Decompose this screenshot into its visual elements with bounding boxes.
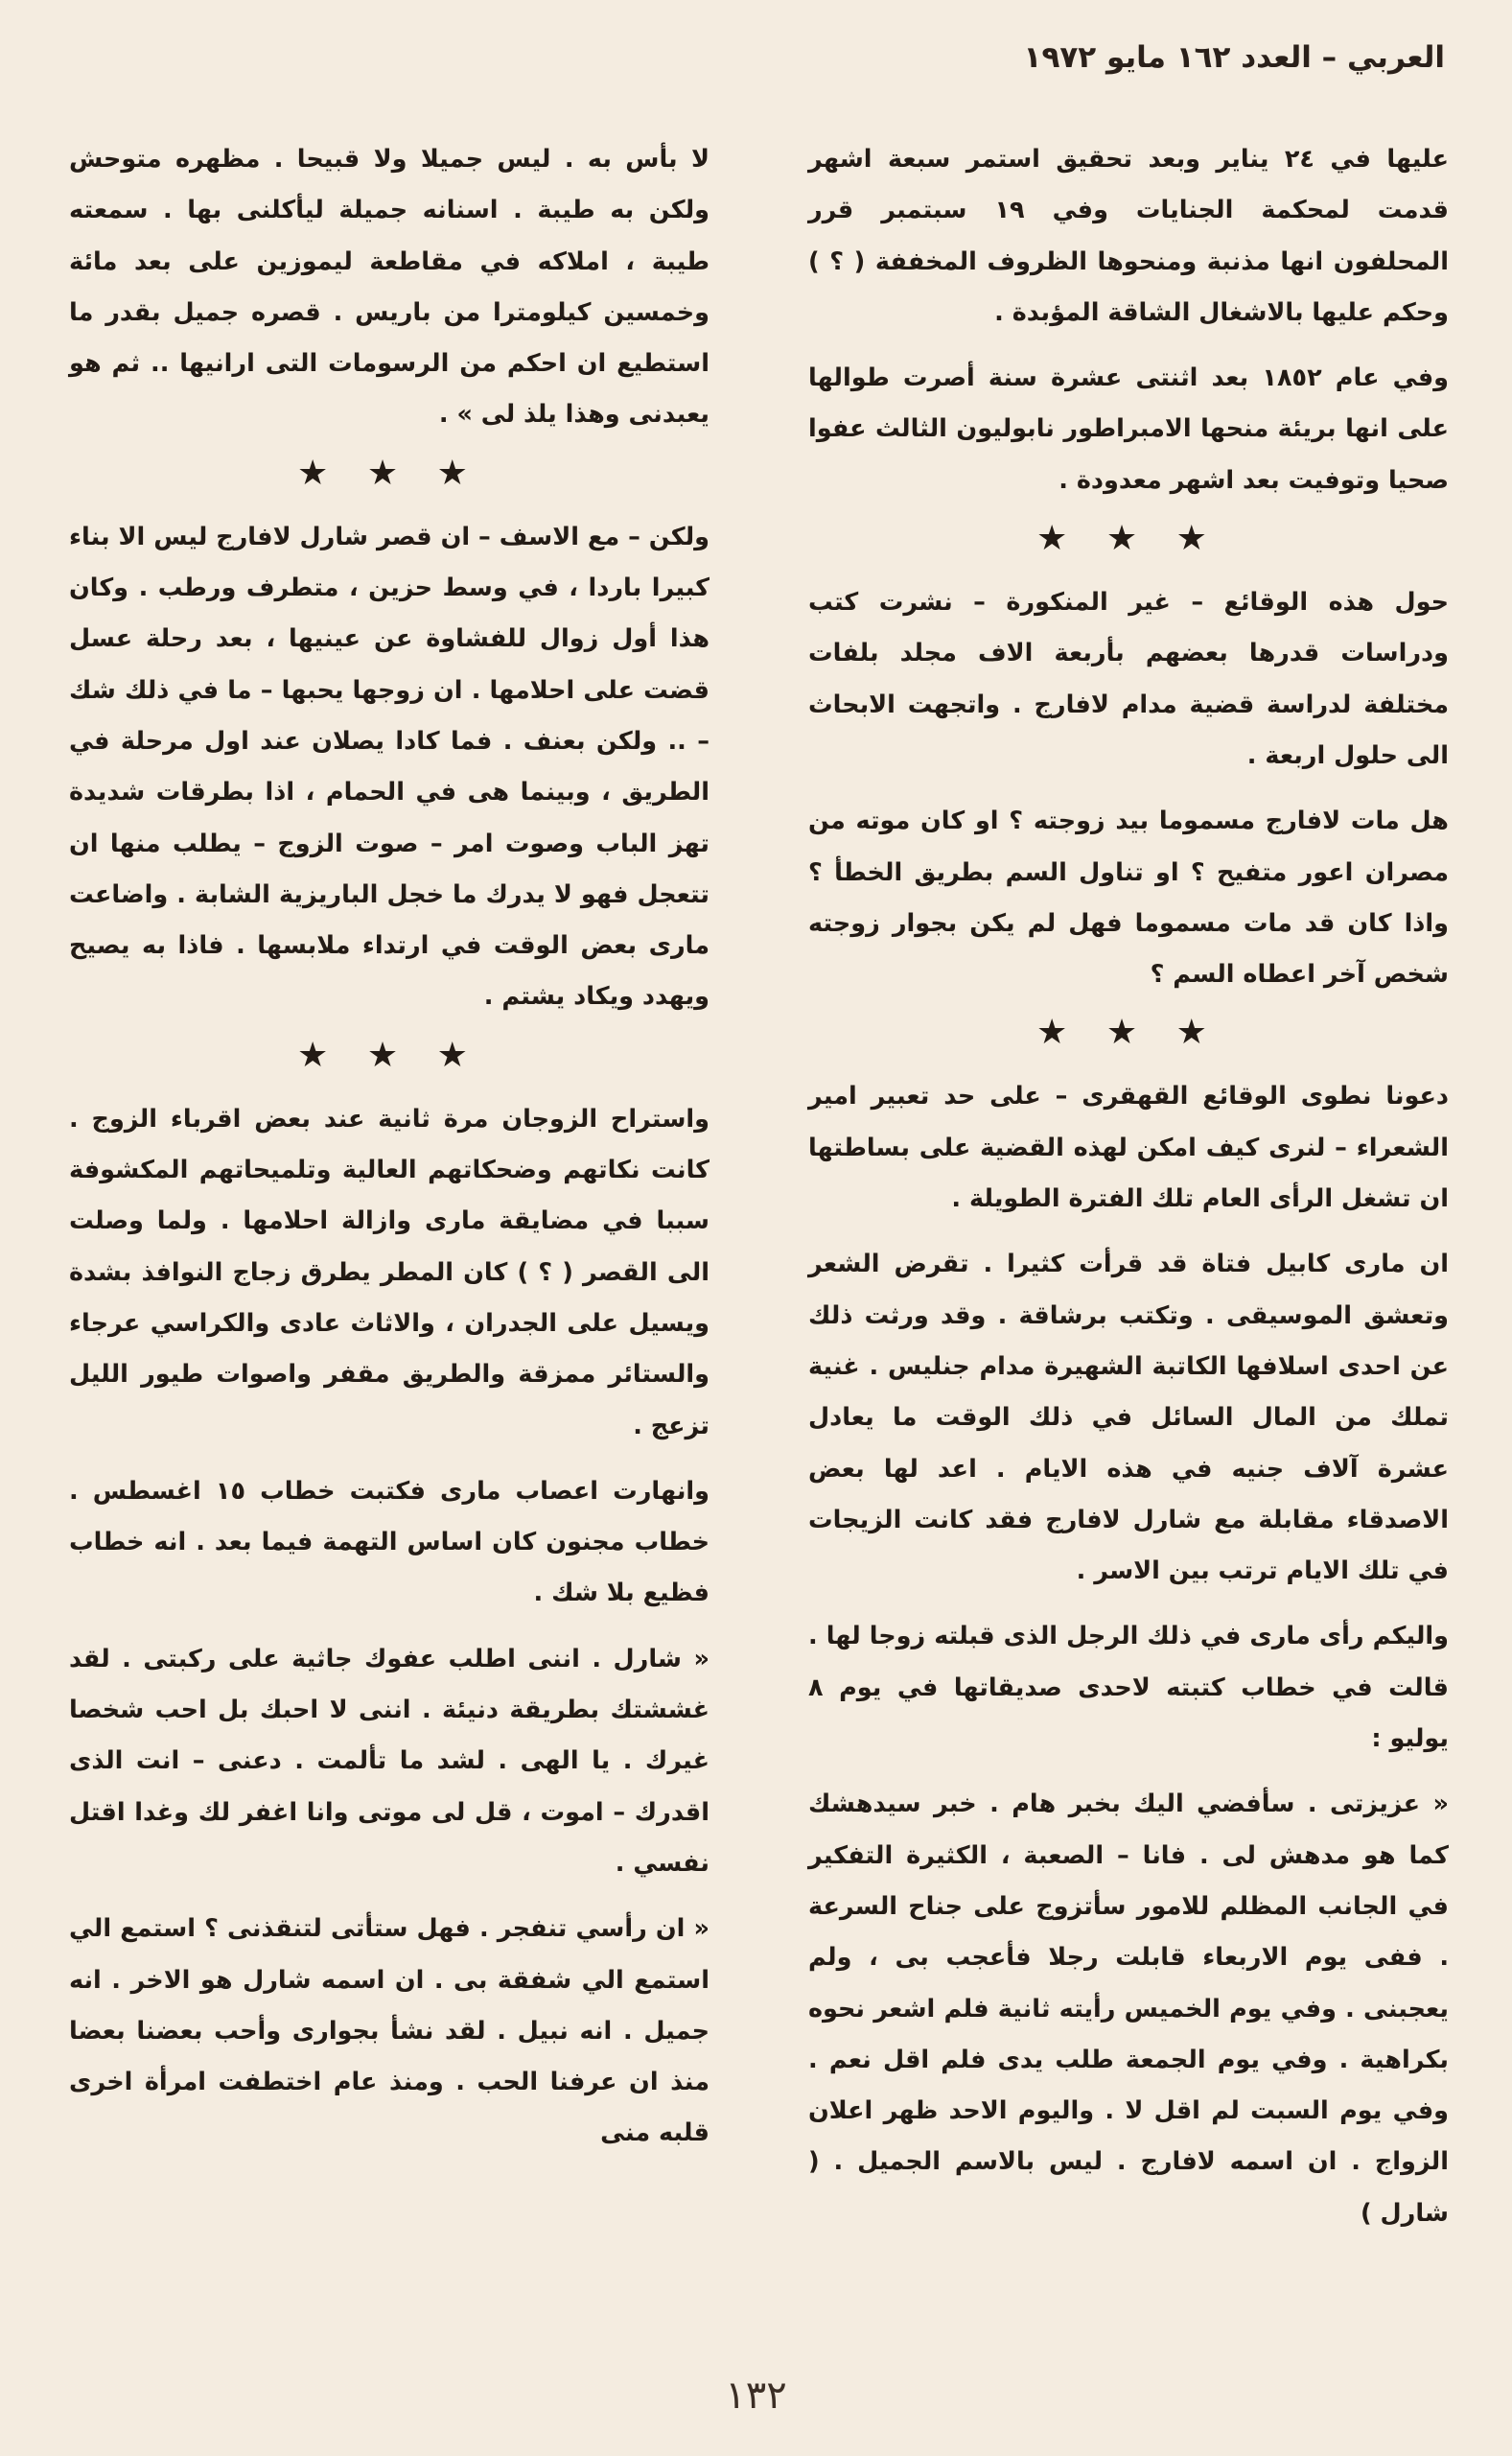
paragraph: عليها في ٢٤ يناير وبعد تحقيق استمر سبعة اشهر قدمت لمحكمة الجنايات وفي ١٩ سبتمبر قرر المحلفون انها مذنبة ومنحوها الظروف المخففة ( ؟ ) وحكم عليها بالاشغال الشاقة المؤبدة . xyxy=(808,145,1449,327)
paragraph: ولكن – مع الاسف – ان قصر شارل لافارج ليس الا بناء كبيرا باردا ، في وسط حزين ، متطرف ورطب . وكان هذا أول زوال للفشاوة عن عينيها ، بعد رحلة عسل قضت على احلامها . ان زوجها يحبها – ما في ذلك شك – .. ولكن بعنف . فما كادا يصلان عند اول مرحلة في الطريق ، وبينما هى في الحمام ، اذا بطرقات شديدة تهز الباب وصوت امر – صوت الزوج – يطلب منها ان تتعجل فهو لا يدرك ما خجل الباريزية الشابة . واضاعت مارى بعض الوقت في ارتداء ملابسها . فاذا به يصيح ويهدد ويكاد يشتم . xyxy=(69,522,709,1012)
paragraph: دعونا نطوى الوقائع القهقرى – على حد تعبير امير الشعراء – لنرى كيف امكن لهذه القضية على بساطتها ان تشغل الرأى العام تلك الفترة الطويلة . xyxy=(808,1082,1449,1214)
paragraph: حول هذه الوقائع – غير المنكورة – نشرت كتب ودراسات قدرها بعضهم بأربعة الاف مجلد بلفات مختلفة لدراسة قضية مدام لافارج . واتجهت الابحاث الى حلول اربعة . xyxy=(808,588,1449,770)
paragraph: وانهارت اعصاب مارى فكتبت خطاب ١٥ اغسطس . خطاب مجنون كان اساس التهمة فيما بعد . انه خطاب فظيع بلا شك . xyxy=(69,1476,709,1608)
page-number: ١٣٢ xyxy=(725,2374,787,2418)
paragraph: وفي عام ١٨٥٢ بعد اثنتى عشرة سنة أصرت طوالها على انها بريئة منحها الامبراطور نابوليون الثالث عفوا صحيا وتوفيت بعد اشهر معدودة . xyxy=(808,363,1449,495)
paragraph: ان مارى كابيل فتاة قد قرأت كثيرا . تقرض الشعر وتعشق الموسيقى . وتكتب برشاقة . وقد ورثت ذلك عن احدى اسلافها الكاتبة الشهيرة مدام جنليس . غنية تملك من المال السائل في ذلك الوقت ما يعادل عشرة آلاف جنيه في هذه الايام . اعد لها بعض الاصدقاء مقابلة مع شارل لافارج فقد كانت الزيجات في تلك الايام ترتب بين الاسر . xyxy=(808,1250,1449,1586)
paragraph: « شارل . اننى اطلب عفوك جاثية على ركبتى . لقد غششتك بطريقة دنيئة . اننى لا احبك بل احب شخصا غيرك . يا الهى . لشد ما تألمت . دعنى – انت الذى اقدرك – اموت ، قل لى موتى وانا اغفر لك وغدا اقتل نفسي . xyxy=(69,1644,709,1878)
paragraph: هل مات لافارج مسموما بيد زوجته ؟ او كان موته من مصران اعور متفيح ؟ او تناول السم بطريق الخطأ ؟ واذا كان قد مات مسموما فهل لم يكن بجوار زوجته شخص آخر اعطاه السم ؟ xyxy=(808,807,1449,990)
paragraph: « ان رأسي تنفجر . فهل ستأتى لتنقذنى ؟ استمع الي استمع الي شفقة بى . ان اسمه شارل هو الاخر . انه جميل . انه نبيل . لقد نشأ بجوارى وأحب بعضنا بعضا منذ ان عرفنا الحب . ومنذ عام اختطفت امرأة اخرى قلبه منى xyxy=(69,1914,709,2148)
right-column xyxy=(808,134,1449,2239)
left-column xyxy=(69,134,709,2160)
section-divider-stars: ★ ★ ★ xyxy=(1036,519,1221,559)
paragraph: واليكم رأى مارى في ذلك الرجل الذى قبلته زوجا لها . قالت في خطاب كتبته لاحدى صديقاتها في يوم ٨ يوليو : xyxy=(808,1622,1449,1754)
section-divider-stars: ★ ★ ★ xyxy=(1036,1013,1221,1053)
section-divider-stars: ★ ★ ★ xyxy=(297,453,481,493)
paragraph: لا بأس به . ليس جميلا ولا قبيحا . مظهره متوحش ولكن به طيبة . اسنانه جميلة ليأكلنى بها . سمعته طيبة ، املاكه في مقاطعة ليموزين على بعد مائة وخمسين كيلومترا من باريس . قصره جميل بقدر ما استطيع ان احكم من الرسومات التى ارانيها .. ثم هو يعبدنى وهذا يلذ لى » . xyxy=(69,145,709,430)
paragraph: واستراح الزوجان مرة ثانية عند بعض اقرباء الزوج . كانت نكاتهم وضحكاتهم العالية وتلميحاتهم المكشوفة سببا في مضايقة مارى وازالة احلامها . ولما وصلت الى القصر ( ؟ ) كان المطر يطرق زجاج النوافذ بشدة ويسيل على الجدران ، والاثاث عادى والكراسي عرجاء والستائر ممزقة والطريق مقفر واصوات طيور الليل تزعج . xyxy=(69,1104,709,1440)
running-head: العربي – العدد ١٦٢ مايو ١٩٧٢ xyxy=(1023,40,1445,75)
paragraph: « عزيزتى . سأفضي اليك بخبر هام . خبر سيدهشك كما هو مدهش لى . فانا – الصعبة ، الكثيرة التفكير في الجانب المظلم للامور سأتزوج على جناح السرعة . ففى يوم الاربعاء قابلت رجلا فأعجب بى ، ولم يعجبنى . وفي يوم الخميس رأيته ثانية فلم اشعر نحوه بكراهية . وفي يوم الجمعة طلب يدى فلم اقل نعم . وفي يوم السبت لم اقل لا . واليوم الاحد ظهر اعلان الزواج . ان اسمه لافارج . ليس بالاسم الجميل . ( شارل ) xyxy=(808,1789,1449,2228)
section-divider-stars: ★ ★ ★ xyxy=(297,1035,481,1075)
